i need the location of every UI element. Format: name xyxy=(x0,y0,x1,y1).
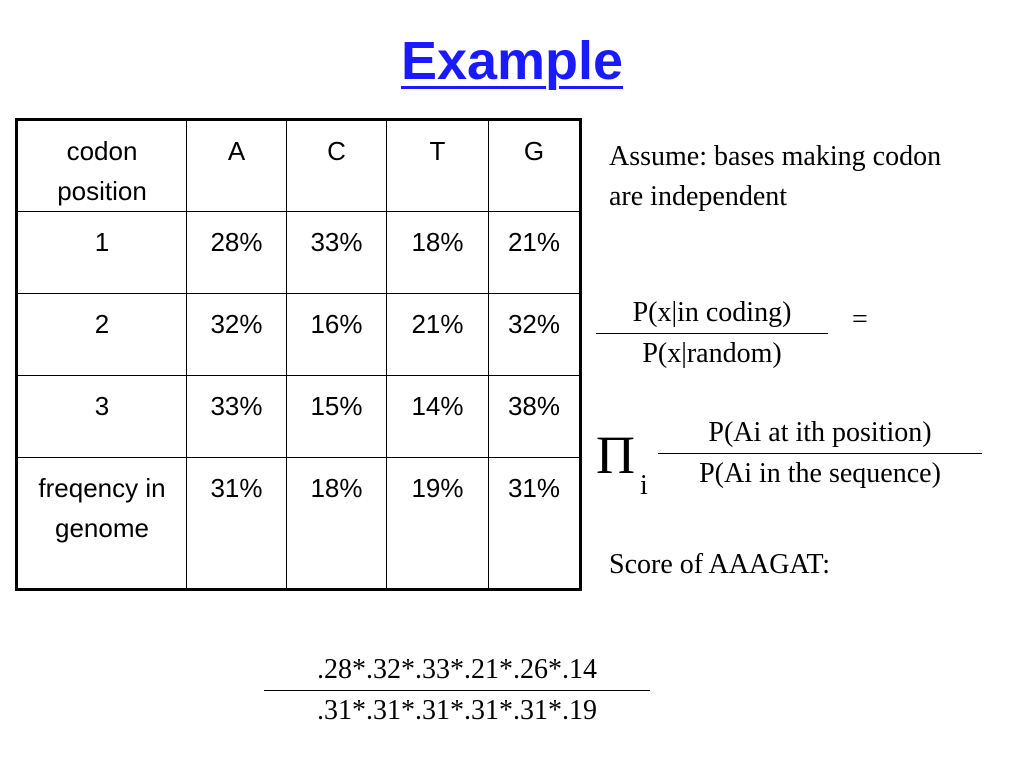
header-cell: codon position xyxy=(17,120,187,212)
table-cell: 21% xyxy=(489,212,581,294)
header-cell: T xyxy=(387,120,489,212)
table-cell: 19% xyxy=(387,458,489,590)
slide-title: Example xyxy=(400,31,624,91)
score-label: Score of AAAGAT: xyxy=(609,549,831,580)
table-cell: 32% xyxy=(489,294,581,376)
table-cell: 14% xyxy=(387,376,489,458)
ratio-denominator: P(x|random) xyxy=(642,338,782,369)
table-cell: 15% xyxy=(287,376,387,458)
table-cell: 33% xyxy=(187,376,287,458)
independence-assumption: Assume: bases making codon are independent xyxy=(609,141,942,212)
table-cell: 32% xyxy=(187,294,287,376)
table-cell: 18% xyxy=(387,212,489,294)
table-cell: 2 xyxy=(17,294,187,376)
product-denominator: P(Ai in the sequence) xyxy=(699,458,941,489)
product-numerator: P(Ai at ith position) xyxy=(708,417,932,448)
table-header-row xyxy=(17,120,581,212)
likelihood-ratio xyxy=(596,293,828,374)
header-cell: A xyxy=(187,120,287,212)
table-cell: 21% xyxy=(387,294,489,376)
product-subscript: i xyxy=(640,470,648,501)
table-cell: 28% xyxy=(187,212,287,294)
table-row xyxy=(17,212,581,294)
table-cell: 1 xyxy=(17,212,187,294)
score-numerator: .28*.32*.33*.21*.26*.14 xyxy=(317,654,597,685)
table-cell: 16% xyxy=(287,294,387,376)
table-cell: 38% xyxy=(489,376,581,458)
score-denominator: .31*.31*.31*.31*.31*.19 xyxy=(317,695,597,726)
codon-frequency-table xyxy=(15,118,582,591)
header-cell: C xyxy=(287,120,387,212)
table-cell: 31% xyxy=(187,458,287,590)
ratio-numerator: P(x|in coding) xyxy=(632,297,792,328)
table-cell: 31% xyxy=(489,458,581,590)
header-cell: G xyxy=(489,120,581,212)
table-row xyxy=(17,294,581,376)
product-symbol: Π xyxy=(596,425,635,485)
equals-sign: = xyxy=(852,304,868,335)
table-cell: 18% xyxy=(287,458,387,590)
table-row xyxy=(17,376,581,458)
table-cell: freqency in genome xyxy=(17,458,187,590)
table-cell: 3 xyxy=(17,376,187,458)
product-term xyxy=(658,413,982,494)
score-formula xyxy=(264,650,650,731)
table-cell: 33% xyxy=(287,212,387,294)
table-row xyxy=(17,458,581,590)
